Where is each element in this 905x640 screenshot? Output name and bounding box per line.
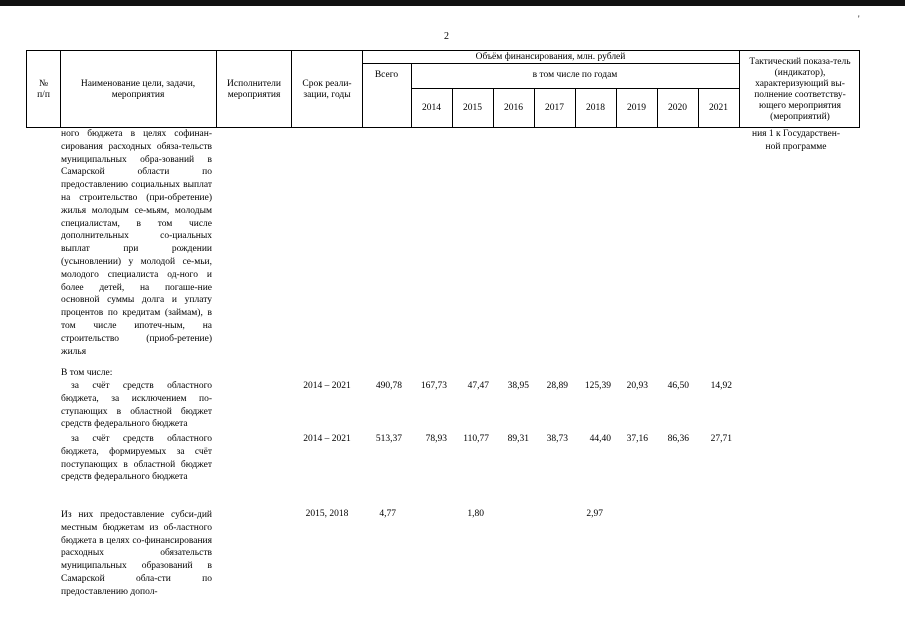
row-2-2016: 89,31 <box>507 434 529 444</box>
table-header <box>26 50 860 128</box>
row-2-2018: 44,40 <box>589 434 611 444</box>
row-3-total: 4,77 <box>379 509 396 519</box>
including-label: В том числе: <box>61 368 113 378</box>
top-border-bar <box>0 0 905 6</box>
row-2-name: за счёт средств областного бюджета, формируемых за счёт поступающих в областной бюджет средств федерального бюджета <box>61 434 212 483</box>
scan-mark: ' <box>858 14 860 24</box>
row-1-2019: 20,93 <box>626 381 648 391</box>
row-1-total: 490,78 <box>375 381 402 391</box>
row-1-term: 2014 – 2021 <box>303 381 351 391</box>
row-1-2021: 14,92 <box>710 381 732 391</box>
header-year-2020: 2020 <box>668 103 687 113</box>
header-num: № п/п <box>37 79 50 100</box>
header-name: Наименование цели, задачи, мероприятия <box>80 79 196 100</box>
header-year-2014: 2014 <box>422 103 441 113</box>
header-term: Срок реали-зации, годы <box>302 79 352 100</box>
header-year-2015: 2015 <box>463 103 482 113</box>
row-2-2017: 38,73 <box>546 434 568 444</box>
page-number: 2 <box>444 31 449 42</box>
header-year-2018: 2018 <box>586 103 605 113</box>
row-3-name: Из них предоставление субси-дий местным бюджетам из об-ластного бюджета в целях со-финансирования расходных обязательств муниципальных образований в Самарской обла-сти по предоставлению допол- <box>61 510 212 597</box>
row-1-2017: 28,89 <box>546 381 568 391</box>
row-2-total: 513,37 <box>375 434 402 444</box>
header-year-2021: 2021 <box>709 103 728 113</box>
row-1-name: за счёт средств областного бюджета, за исключением по-ступающих в областной бюджет средств федерального бюджета <box>61 381 212 430</box>
header-indicator: Тактический показа-тель (индикатор), характеризующий вы-полнение соответству-ющего мероприятия (мероприятий) <box>749 57 851 122</box>
row-2-2019: 37,16 <box>626 434 648 444</box>
row-3-term: 2015, 2018 <box>305 509 349 519</box>
indicator-text: ния 1 к Государствен-ной программе <box>752 129 840 152</box>
header-year-2016: 2016 <box>504 103 523 113</box>
header-by-years: в том числе по годам <box>532 70 618 80</box>
row-2-term: 2014 – 2021 <box>303 434 351 444</box>
row-2-2014: 78,93 <box>425 434 447 444</box>
header-funding: Объём финансирования, млн. рублей <box>475 51 626 62</box>
row-2-2020: 86,36 <box>667 434 689 444</box>
row-1-2018: 125,39 <box>584 381 611 391</box>
row-1-2016: 38,95 <box>507 381 529 391</box>
header-executors: Исполнители мероприятия <box>227 79 281 100</box>
row-1-2020: 46,50 <box>667 381 689 391</box>
continuation-text: ного бюджета в целях софинан-сирования расходных обяза-тельств муниципальных обра-зований в Самарской области по предоставлению социальных выплат на строительство (при-обретение) жилья молодым се-мьям, молодым специалистам, в том числе дополнительных со-циальных выплат при рождении (усыновлении) у молодой се-мьи, молодого специалиста од-ного и более детей, на погаше-ние основной суммы долга и уплату процентов по кредитам (займам), в том числе ипотеч-ным, на строительство (приоб-ретение) жилья <box>61 129 212 357</box>
row-2-2021: 27,71 <box>710 434 732 444</box>
header-year-2017: 2017 <box>545 103 564 113</box>
header-total: Всего <box>374 69 399 80</box>
row-2-2015: 110,77 <box>463 434 489 444</box>
header-year-2019: 2019 <box>627 103 646 113</box>
row-3-2015: 1,80 <box>467 509 484 519</box>
row-1-2015: 47,47 <box>467 381 489 391</box>
row-1-2014: 167,73 <box>420 381 447 391</box>
row-3-2018: 2,97 <box>586 509 603 519</box>
